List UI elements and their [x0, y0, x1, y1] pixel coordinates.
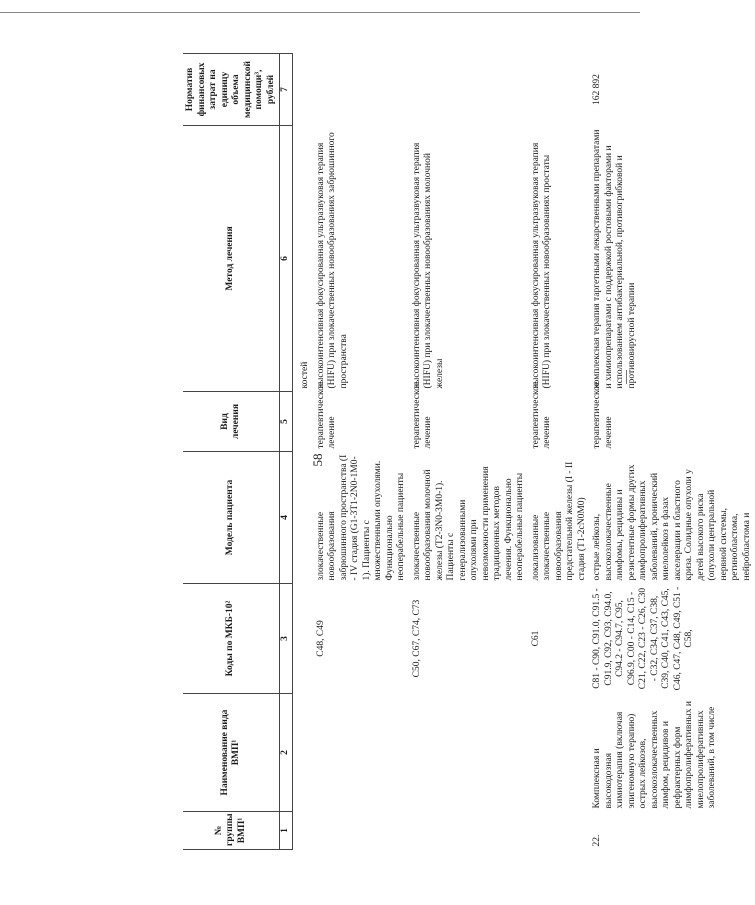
treatment-type-cell: терапевтическое лечение — [411, 381, 433, 449]
group-number-cell — [529, 812, 591, 850]
column-number: 5 — [280, 392, 293, 452]
table-row — [410, 54, 529, 850]
table-row — [590, 54, 755, 850]
vmp-name-cell — [314, 694, 410, 812]
treatment-type-cell: терапевтическое лечение — [315, 381, 337, 449]
column-number-row — [280, 54, 293, 850]
treatment-type-cell: терапевтическое лечение — [530, 381, 552, 449]
page-number: 58 — [310, 453, 325, 467]
header-patient-model: Модель пациента — [183, 452, 280, 584]
treatment-method-cell: комплексная терапия таргетными лекарственными препаратами и химиопрепаратами с поддержкой ростовыми факторами и использованием антибактериальной, противогрибковой и противовирусной терапии — [592, 129, 637, 389]
header-icd-codes: Коды по МКБ-10² — [183, 584, 280, 694]
top-rule — [0, 12, 640, 13]
header-treatment-method: Метод лечения — [183, 126, 280, 392]
patient-model-cell: злокачественные новообразования забрюшинного пространства (I - IV стадия (G1-3T1-2N0-1M0-1). Пациенты с множественными опухолями. Функционально неоперабельные пациенты — [315, 454, 406, 581]
group-number-cell — [298, 812, 314, 850]
group-number-cell: 22. — [592, 834, 602, 847]
column-number: 2 — [280, 694, 293, 812]
column-number: 4 — [280, 452, 293, 584]
treatment-method-cell: высокоинтенсивная фокусированная ультразвуковая терапия (HIFU) при злокачественных новообразованиях простаты — [530, 142, 552, 389]
vmp-name-cell — [529, 694, 591, 812]
icd-codes-cell: C50, C67, C74, C73 — [411, 599, 422, 678]
cost-cell — [314, 54, 410, 126]
column-number: 3 — [280, 584, 293, 694]
column-number: 7 — [280, 54, 293, 126]
treatment-type-cell — [298, 392, 314, 452]
column-number: 1 — [280, 812, 293, 850]
table-row — [529, 54, 591, 850]
scan-mark — [626, 370, 627, 384]
patient-model-cell: злокачественные новообразования молочной железы (T2-3N0-3M0-1). Пациенты с генерализованными опухолями при невозможности применения традиционных методов лечения. Функционально неоперабельные пациенты — [411, 466, 525, 581]
vmp-name-cell — [410, 694, 529, 812]
header-treatment-type: Вид лечения — [183, 392, 280, 452]
header-cost-standard: Норматив финансовых затрат на единицу объема медицинской помощи³, рублей — [183, 54, 280, 126]
patient-model-cell: острые лейкозы, высокозлокачественные лимфомы, рецидивы и резистентные формы других лимфопролиферативных заболеваний, хронический миелолейкоз в фазах акселерации и бластного криза. Солидные опухоли у детей высокого риска (опухоли центральной нервной системы, ретинобластома, нейробластома и — [592, 464, 752, 581]
cost-cell: 162 892 — [592, 74, 602, 105]
table-row — [314, 54, 410, 850]
cost-cell — [298, 54, 314, 126]
treatment-method-cell: костей — [300, 361, 310, 389]
treatment-method-cell: высокоинтенсивная фокусированная ультразвуковая терапия (HIFU) при злокачественных новообразованиях забрюшинного пространства — [315, 132, 349, 389]
icd-codes-cell: C61 — [530, 630, 541, 647]
group-number-cell — [410, 812, 529, 850]
vmp-name-cell: Комплексная и высокодозная химиотерапия (включая эпигеномную терапию) острых лейкозов, высокозлокачественных лимфом, рецидивов и рефрактерных форм лимфопролиферативных и миелопролиферативных заболеваний, в том числе — [592, 700, 717, 809]
treatment-method-cell: высокоинтенсивная фокусированная ультразвуковая терапия (HIFU) при злокачественных новообразованиях молочной железы — [411, 142, 445, 389]
patient-model-cell — [298, 452, 314, 584]
icd-codes-cell: C48, C49 — [315, 620, 326, 657]
icd-codes-cell: C81 - C90, C91.0, C91.5 - C91.9, C92, C93, C94.0, C94.2 - C94.7, C95, C96.9, C00 - C14, C15 - C21, C22, C23 - C26, C30 - C32, C34, C37, C38, C39, C40, C41, C43, C45, C46, C47, C48, C49, C51 - C58, — [592, 586, 694, 691]
patient-model-cell: локализованные злокачественные новообразования предстательной железы (I - II стадия (T1-2cN0M0) — [530, 461, 587, 581]
header-group-number: № группы ВМП¹ — [183, 812, 280, 850]
treatment-type-cell: терапевтическое лечение — [592, 381, 614, 449]
rotated-sheet — [183, 54, 752, 850]
cost-cell — [410, 54, 529, 126]
header-row — [183, 54, 280, 850]
cost-cell — [529, 54, 591, 126]
vmp-table — [183, 53, 755, 850]
icd-codes-cell — [298, 584, 314, 694]
header-vmp-name: Наименование вида ВМП¹ — [183, 694, 280, 812]
group-number-cell — [314, 812, 410, 850]
vmp-name-cell — [298, 694, 314, 812]
table-row — [298, 54, 314, 850]
column-number: 6 — [280, 126, 293, 392]
